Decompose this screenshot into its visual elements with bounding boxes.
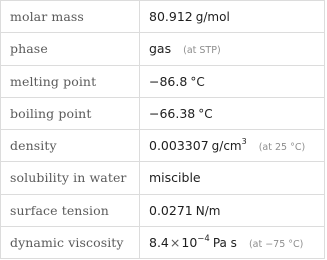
property-label: surface tension	[1, 194, 140, 226]
property-value-base: 10	[181, 234, 198, 250]
property-value: 0.003307	[149, 138, 209, 154]
property-unit: °C	[190, 74, 205, 89]
property-row-boiling-point	[1, 97, 325, 129]
property-row-surface-tension	[1, 194, 325, 226]
property-row-dynamic-viscosity	[1, 226, 325, 258]
times-sign: ×	[169, 234, 181, 250]
property-row-density	[1, 130, 325, 162]
property-label: molar mass	[1, 1, 140, 33]
property-unit	[212, 139, 247, 153]
property-value-cell	[140, 194, 325, 226]
property-row-solubility-in-water	[1, 162, 325, 194]
property-value: 8.4	[149, 234, 169, 250]
property-value-cell	[140, 162, 325, 194]
property-value: 80.912	[149, 9, 193, 25]
property-row-melting-point	[1, 65, 325, 97]
property-label: dynamic viscosity	[1, 226, 140, 258]
property-value: −66.38	[149, 105, 196, 121]
property-label: density	[1, 130, 140, 162]
property-unit: g/mol	[195, 10, 230, 25]
property-value-cell	[140, 226, 325, 258]
property-label: boiling point	[1, 97, 140, 129]
property-row-molar-mass	[1, 1, 325, 33]
property-unit-exponent: 3	[241, 137, 247, 147]
property-value: gas	[149, 41, 172, 57]
property-unit: Pa s	[212, 235, 237, 250]
property-unit-base: g/cm	[211, 139, 242, 154]
property-unit: N/m	[195, 203, 221, 218]
property-value-cell	[140, 130, 325, 162]
property-value-exponent: −4	[197, 233, 210, 244]
property-note: (at STP)	[183, 45, 221, 57]
property-unit: °C	[198, 106, 213, 121]
property-note: (at 25 °C)	[258, 142, 306, 154]
property-value-cell	[140, 33, 325, 65]
property-value-cell	[140, 1, 325, 33]
property-row-phase	[1, 33, 325, 65]
property-value: 0.0271	[149, 202, 193, 218]
property-label: solubility in water	[1, 162, 140, 194]
property-value: miscible	[149, 170, 201, 186]
property-value-cell	[140, 97, 325, 129]
property-label: phase	[1, 33, 140, 65]
property-value-cell	[140, 65, 325, 97]
property-value: −86.8	[149, 73, 188, 89]
property-note: (at −75 °C)	[248, 238, 304, 250]
property-label: melting point	[1, 65, 140, 97]
